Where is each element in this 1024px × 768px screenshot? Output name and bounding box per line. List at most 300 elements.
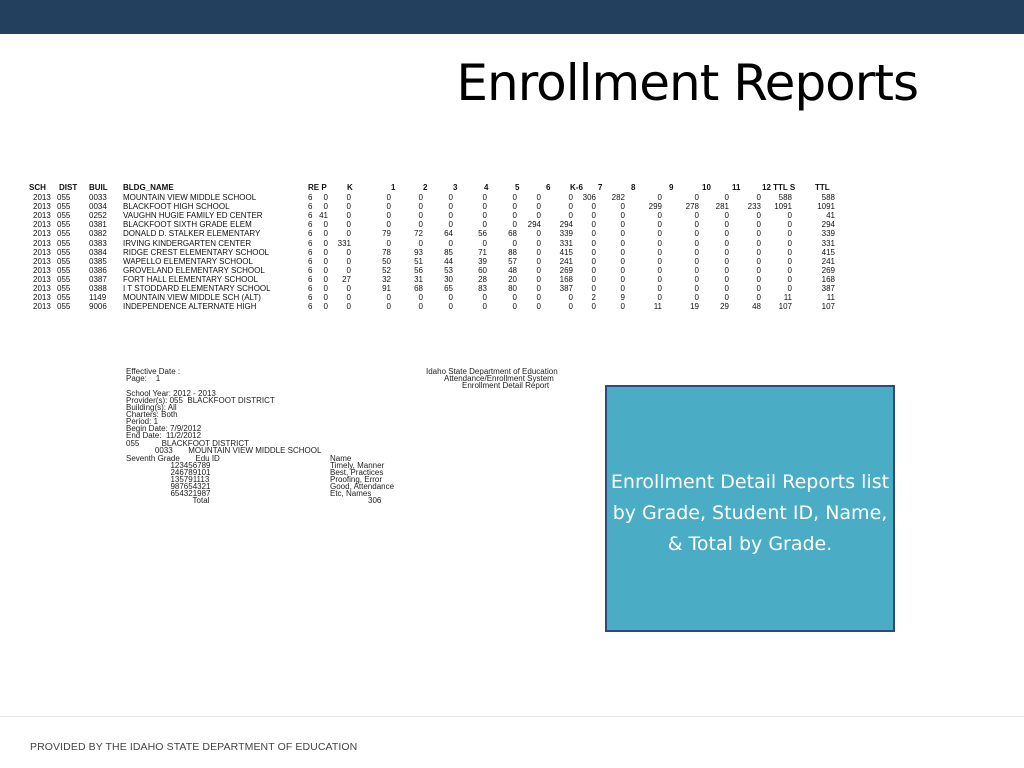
summary-table-cell: DONALD D. STALKER ELEMENTARY [123, 229, 261, 239]
detail-report-line-value: Good, Attendance [330, 482, 395, 491]
summary-table-cell: 0 [620, 202, 625, 212]
summary-table-cell: 107 [778, 302, 792, 312]
summary-table-cell: 055 [57, 284, 71, 293]
summary-table-cell: 0 [418, 211, 423, 221]
summary-table-cell: 0 [591, 265, 596, 275]
summary-table-cell: 0 [418, 193, 423, 202]
summary-table-cell: 0 [323, 238, 328, 248]
summary-table-cell: 0 [346, 211, 351, 221]
detail-report-line: Provider(s): 055 BLACKFOOT DISTRICT [126, 396, 275, 405]
summary-header-cell: 9 [669, 183, 674, 192]
summary-table-cell: 294 [527, 220, 541, 230]
summary-table-cell: 0 [591, 284, 596, 293]
summary-table-cell: 0 [620, 247, 625, 257]
summary-table-cell: 57 [508, 256, 517, 266]
detail-report-line: 654321987 [126, 489, 211, 498]
summary-table-cell: MOUNTAIN VIEW MIDDLE SCHOOL [123, 193, 257, 202]
summary-table-cell: 2013 [33, 202, 51, 212]
summary-table-cell: 0 [482, 193, 487, 202]
summary-table-cell: 0 [568, 211, 573, 221]
summary-table-cell: 0 [620, 302, 625, 312]
summary-table-cell: 055 [57, 229, 71, 239]
footer-divider [0, 716, 1024, 717]
summary-table-cell: 6 [308, 284, 313, 293]
summary-table-cell: 50 [382, 256, 391, 266]
summary-table-cell: 0252 [89, 211, 107, 221]
summary-table-cell: 0 [694, 247, 699, 257]
summary-table-cell: 0 [323, 193, 328, 202]
summary-table-cell: 0 [512, 193, 517, 202]
summary-table-cell: 6 [308, 238, 313, 248]
summary-table-cell: 0 [724, 193, 729, 202]
summary-table-cell: 415 [559, 247, 573, 257]
summary-table-cell: 0 [568, 302, 573, 312]
summary-table-cell: 0 [482, 302, 487, 312]
summary-header-cell: 10 [702, 183, 711, 192]
detail-report-line: 055 BLACKFOOT DISTRICT [126, 439, 249, 448]
summary-table-cell: 387 [821, 284, 835, 293]
summary-table-cell: 6 [308, 256, 313, 266]
summary-table-cell: 055 [57, 193, 71, 202]
summary-table-cell: 0 [724, 293, 729, 303]
summary-table-cell: 93 [414, 247, 423, 257]
summary-table-cell: 0 [568, 293, 573, 303]
summary-table-cell: 6 [308, 202, 313, 212]
summary-table-cell: 0 [694, 238, 699, 248]
summary-table-cell: 0 [591, 238, 596, 248]
detail-report-line: 987654321 [126, 482, 211, 491]
summary-table-cell: 241 [821, 256, 835, 266]
summary-table-cell: 6 [308, 274, 313, 284]
summary-table-cell: 0034 [89, 202, 107, 212]
summary-table-cell: 0 [787, 256, 792, 266]
summary-table-cell: 0 [756, 284, 761, 293]
summary-table-cell: 41 [826, 211, 835, 221]
summary-table-cell: 39 [478, 256, 487, 266]
summary-table-cell: 0033 [89, 193, 107, 202]
summary-header-cell: 5 [515, 183, 520, 192]
summary-table-cell: 0386 [89, 265, 107, 275]
detail-report-line-value: 306 [368, 496, 382, 505]
summary-table-cell: 53 [444, 265, 453, 275]
detail-report-line-value: Attendance/Enrollment System [444, 374, 554, 383]
summary-table-cell: 107 [821, 302, 835, 312]
summary-table-cell: 0383 [89, 238, 107, 248]
summary-table-cell: 6 [308, 265, 313, 275]
summary-table-cell: 2013 [33, 284, 51, 293]
summary-table-cell: 278 [685, 202, 699, 212]
summary-table-cell: 0 [591, 247, 596, 257]
detail-report-line: 123456789 [126, 461, 211, 470]
detail-report-line: Charters: Both [126, 410, 178, 419]
summary-header-cell: 12 TTL S [762, 183, 796, 192]
summary-table-cell: 0 [787, 274, 792, 284]
summary-table-cell: 1091 [774, 202, 792, 212]
summary-table-cell: 78 [382, 247, 391, 257]
summary-table-cell: 0 [620, 220, 625, 230]
summary-table-cell: 0 [591, 202, 596, 212]
detail-report-line: Page: 1 [126, 374, 161, 383]
summary-table-cell: 0 [756, 256, 761, 266]
summary-table-cell: 32 [382, 274, 391, 284]
summary-table-cell: 79 [382, 229, 391, 239]
summary-table-cell: 0 [346, 284, 351, 293]
summary-table-cell: 0 [756, 211, 761, 221]
summary-table-cell: 055 [57, 220, 71, 230]
summary-table-cell: 11 [653, 302, 662, 312]
summary-header-cell: 2 [423, 183, 428, 192]
summary-table-cell: 0 [346, 229, 351, 239]
summary-table-cell: 0 [756, 238, 761, 248]
summary-table-cell: FORT HALL ELEMENTARY SCHOOL [123, 274, 259, 284]
summary-table-cell: 68 [414, 284, 423, 293]
summary-table-cell: 0 [536, 238, 541, 248]
summary-header-cell: 8 [631, 183, 636, 192]
summary-table-cell: WAPELLO ELEMENTARY SCHOOL [123, 256, 253, 266]
summary-table-cell: 0 [787, 238, 792, 248]
summary-table-cell: INDEPENDENCE ALTERNATE HIGH [123, 302, 257, 312]
detail-report-line: Begin Date: 7/9/2012 [126, 424, 202, 433]
summary-table-cell: 055 [57, 256, 71, 266]
summary-header-cell: K [347, 183, 353, 192]
summary-table-cell: 20 [508, 274, 517, 284]
summary-table-cell: 48 [752, 302, 761, 312]
detail-report-line: Period: 1 [126, 417, 159, 426]
summary-table-cell: 339 [821, 229, 835, 239]
summary-table-cell: 0 [386, 220, 391, 230]
summary-table-cell: 0 [482, 293, 487, 303]
summary-table-cell: VAUGHN HUGIE FAMILY ED CENTER [123, 211, 263, 221]
summary-header-cell: SCH [29, 183, 46, 192]
summary-table-cell: 1149 [89, 293, 107, 303]
summary-table-cell: 80 [508, 284, 517, 293]
summary-table-cell: 2013 [33, 302, 51, 312]
summary-table-cell: 0 [620, 256, 625, 266]
summary-table-cell: 0 [346, 193, 351, 202]
summary-table-cell: 6 [308, 220, 313, 230]
summary-table-cell: 281 [715, 202, 729, 212]
summary-table-cell: IRVING KINDERGARTEN CENTER [123, 238, 252, 248]
callout-box [605, 385, 895, 632]
summary-table-cell: 71 [478, 247, 487, 257]
summary-table-cell: 0 [346, 220, 351, 230]
footer-text: PROVIDED BY THE IDAHO STATE DEPARTMENT OF EDUCATION [30, 741, 358, 753]
summary-table-cell: 0 [536, 293, 541, 303]
summary-table-cell: 1091 [817, 202, 835, 212]
summary-table-cell: 0 [620, 274, 625, 284]
summary-table-cell: 0 [724, 274, 729, 284]
summary-table-cell: 588 [778, 193, 792, 202]
summary-table-cell: 0 [536, 256, 541, 266]
summary-table-cell: 0 [346, 202, 351, 212]
summary-table-cell: 0 [620, 265, 625, 275]
summary-table-cell: 0 [657, 247, 662, 257]
summary-table-cell: 0 [448, 293, 453, 303]
summary-table-cell: 0 [512, 293, 517, 303]
summary-table-cell: 6 [308, 193, 313, 202]
summary-table-cell: 0 [418, 302, 423, 312]
summary-table-cell: 68 [508, 229, 517, 239]
summary-table-cell: 0387 [89, 274, 107, 284]
detail-report-line: Effective Date : [126, 367, 181, 376]
summary-table-cell: 0 [568, 202, 573, 212]
summary-table-cell: 0 [787, 265, 792, 275]
summary-table-cell: 31 [414, 274, 423, 284]
summary-table-cell: 0 [787, 229, 792, 239]
summary-table-cell: 0 [512, 220, 517, 230]
summary-table-cell: 055 [57, 211, 71, 221]
summary-table-cell: 0 [657, 265, 662, 275]
detail-report-line: Seventh Grade Edu ID [126, 454, 220, 463]
summary-table-cell: MOUNTAIN VIEW MIDDLE SCH (ALT) [123, 293, 261, 303]
summary-table-cell: 0 [536, 211, 541, 221]
detail-report-line-value: Etc, Names [330, 489, 372, 498]
summary-table-cell: 0 [756, 229, 761, 239]
summary-table-cell: 339 [559, 229, 573, 239]
summary-table-cell: 0 [482, 211, 487, 221]
summary-table-cell: 0 [724, 265, 729, 275]
summary-table-cell: 0 [346, 256, 351, 266]
summary-table-cell: 233 [747, 202, 761, 212]
summary-table-cell: 0 [591, 302, 596, 312]
summary-header-cell: 7 [598, 183, 603, 192]
summary-table-cell: 241 [559, 256, 573, 266]
summary-table-cell: 64 [444, 229, 453, 239]
summary-table-cell: 9006 [89, 302, 107, 312]
summary-table-cell: 0 [536, 284, 541, 293]
detail-report-line: Building(s): All [126, 403, 177, 412]
summary-table-cell: 0 [346, 302, 351, 312]
summary-table-cell: 2013 [33, 247, 51, 257]
summary-table-cell: 0 [418, 202, 423, 212]
summary-table-cell: 331 [559, 238, 573, 248]
summary-table-cell: 0 [323, 274, 328, 284]
summary-table-cell: 30 [444, 274, 453, 284]
detail-report-line: 135791113 [126, 475, 210, 484]
summary-table-cell: I T STODDARD ELEMENTARY SCHOOL [123, 284, 271, 293]
summary-header-cell: 6 [546, 183, 551, 192]
summary-table-cell: 48 [508, 265, 517, 275]
summary-table-cell: 0 [591, 274, 596, 284]
detail-report-line: 0033 MOUNTAIN VIEW MIDDLE SCHOOL [126, 446, 322, 455]
summary-table-cell: 0 [787, 220, 792, 230]
summary-table-cell: 055 [57, 274, 71, 284]
summary-table-cell: 0 [323, 293, 328, 303]
summary-table-cell: 2013 [33, 256, 51, 266]
summary-header-cell: 4 [484, 183, 489, 192]
summary-table-cell: 2013 [33, 274, 51, 284]
summary-table-cell: 2013 [33, 265, 51, 275]
summary-table-cell: 2013 [33, 211, 51, 221]
summary-table-cell: 055 [57, 247, 71, 257]
summary-table-cell: 52 [382, 265, 391, 275]
summary-table-cell: 0 [756, 220, 761, 230]
summary-table-cell: 055 [57, 293, 71, 303]
summary-table-cell: 0381 [89, 220, 107, 230]
summary-table-cell: RIDGE CREST ELEMENTARY SCHOOL [123, 247, 270, 257]
summary-table-cell: 0 [512, 238, 517, 248]
summary-table-cell: 0 [694, 229, 699, 239]
summary-table-cell: 0 [756, 274, 761, 284]
summary-table-cell: 0 [694, 256, 699, 266]
summary-table-cell: 0 [386, 202, 391, 212]
summary-table-cell: 2 [591, 293, 596, 303]
summary-table-cell: 0 [482, 238, 487, 248]
summary-table-cell: 0 [694, 265, 699, 275]
summary-table-cell: 0 [323, 302, 328, 312]
summary-table-cell: 0 [724, 229, 729, 239]
summary-table-cell: 269 [559, 265, 573, 275]
summary-table-cell: 294 [559, 220, 573, 230]
summary-table-cell: 0 [620, 211, 625, 221]
summary-table-cell: 0 [787, 284, 792, 293]
summary-table-cell: 0 [591, 211, 596, 221]
summary-table-cell: 0 [418, 293, 423, 303]
summary-table-cell: 0382 [89, 229, 107, 239]
summary-table-cell: 0384 [89, 247, 107, 257]
summary-table-cell: 0 [512, 202, 517, 212]
summary-table-cell: 44 [444, 256, 453, 266]
summary-table-cell: 055 [57, 202, 71, 212]
summary-table-cell: 0 [323, 247, 328, 257]
summary-table-cell: 0 [482, 202, 487, 212]
summary-table-cell: 0 [346, 293, 351, 303]
summary-table-cell: 0 [657, 211, 662, 221]
summary-table-cell: 41 [319, 211, 328, 221]
summary-table-cell: 6 [308, 302, 313, 312]
summary-header-cell: 11 [732, 183, 741, 192]
summary-table-cell: 56 [478, 229, 487, 239]
summary-table-cell: 0 [724, 256, 729, 266]
detail-report-line: School Year: 2012 - 2013 [126, 389, 216, 398]
summary-table-cell: 0 [724, 238, 729, 248]
summary-table-cell: 0 [346, 247, 351, 257]
summary-header-cell: TTL [815, 183, 830, 192]
detail-report-line-value: Enrollment Detail Report [462, 381, 550, 390]
summary-table-cell: 0 [724, 284, 729, 293]
summary-table-cell: 0 [536, 229, 541, 239]
summary-table-cell: 0 [323, 220, 328, 230]
summary-table-cell: 0 [694, 284, 699, 293]
summary-table-cell: 11 [826, 293, 835, 303]
summary-table-cell: 0 [657, 193, 662, 202]
summary-table-cell: 0 [724, 220, 729, 230]
summary-table-cell: 168 [559, 274, 573, 284]
summary-table-cell: 0 [536, 193, 541, 202]
summary-table-cell: 0 [657, 220, 662, 230]
summary-header-cell: DIST [59, 183, 78, 192]
callout-text: Enrollment Detail Reports list by Grade, Student ID, Name, & Total by Grade. [610, 471, 890, 555]
summary-table-cell: 306 [582, 193, 596, 202]
summary-table-cell: 0 [756, 193, 761, 202]
summary-table-cell: 0 [536, 265, 541, 275]
summary-table-cell: 588 [821, 193, 835, 202]
summary-table-cell: 0 [536, 302, 541, 312]
summary-table-cell: 0 [724, 211, 729, 221]
summary-table-cell: 0388 [89, 284, 107, 293]
summary-header-cell: K-6 [570, 183, 583, 192]
summary-table-cell: 0 [512, 302, 517, 312]
summary-table-cell: 0 [694, 220, 699, 230]
detail-report-line: Total [126, 496, 210, 505]
summary-table-cell: 0385 [89, 256, 107, 266]
summary-header-cell: RE P [308, 183, 327, 192]
summary-table-cell: 387 [559, 284, 573, 293]
summary-table-cell: 0 [591, 229, 596, 239]
summary-table-cell: 0 [536, 274, 541, 284]
detail-report-line: End Date: 11/2/2012 [126, 431, 202, 440]
summary-table-cell: 0 [448, 211, 453, 221]
slide-title: Enrollment Reports [456, 54, 918, 112]
summary-table-cell: 0 [591, 220, 596, 230]
detail-report-line-value: Proofing, Error [330, 475, 383, 484]
summary-table-cell: 29 [720, 302, 729, 312]
summary-table-cell: 2013 [33, 229, 51, 239]
summary-table-cell: 0 [694, 293, 699, 303]
summary-table-cell: 055 [57, 238, 71, 248]
summary-table-cell: 0 [386, 302, 391, 312]
summary-table-cell: 055 [57, 265, 71, 275]
summary-table-cell: 0 [323, 284, 328, 293]
summary-table-cell: 2013 [33, 238, 51, 248]
summary-table-cell: 0 [386, 293, 391, 303]
summary-table-cell: 0 [482, 220, 487, 230]
summary-table-cell: 331 [337, 238, 351, 248]
summary-table-cell: 0 [448, 193, 453, 202]
summary-table-cell: 65 [444, 284, 453, 293]
summary-table-cell: 0 [694, 193, 699, 202]
summary-table-cell: 0 [694, 211, 699, 221]
summary-table-cell: 269 [821, 265, 835, 275]
summary-table-cell: 2013 [33, 293, 51, 303]
summary-table-cell: 0 [512, 211, 517, 221]
summary-table-cell: 0 [536, 202, 541, 212]
summary-table-cell: 2013 [33, 193, 51, 202]
summary-table-cell: 83 [478, 284, 487, 293]
summary-table-cell: 0 [756, 293, 761, 303]
summary-table-cell: 0 [418, 220, 423, 230]
summary-table-cell: 0 [323, 202, 328, 212]
summary-table-cell: 0 [787, 247, 792, 257]
summary-table-cell: 6 [308, 247, 313, 257]
detail-report-line-value: Name [330, 454, 352, 463]
summary-table-cell: 85 [444, 247, 453, 257]
summary-table-cell: 0 [620, 238, 625, 248]
summary-table-cell: 0 [620, 229, 625, 239]
summary-table-cell: 0 [657, 238, 662, 248]
summary-table-cell: 0 [756, 265, 761, 275]
summary-table-cell: BLACKFOOT HIGH SCHOOL [123, 202, 230, 212]
summary-table-cell: BLACKFOOT SIXTH GRADE ELEM [123, 220, 252, 230]
summary-table-cell: 0 [568, 193, 573, 202]
summary-table-cell: 27 [342, 274, 351, 284]
summary-table-cell: 0 [448, 302, 453, 312]
summary-table-cell: 72 [414, 229, 423, 239]
detail-report-line-value: Timely, Manner [330, 461, 385, 470]
summary-table-cell: 9 [620, 293, 625, 303]
summary-table-cell: 2013 [33, 220, 51, 230]
summary-table-cell: 0 [657, 256, 662, 266]
summary-table-cell: 6 [308, 229, 313, 239]
summary-table-cell: 0 [657, 284, 662, 293]
summary-table-cell: GROVELAND ELEMENTARY SCHOOL [123, 265, 265, 275]
summary-table-cell: 11 [783, 293, 792, 303]
summary-table-cell: 0 [448, 238, 453, 248]
summary-table-cell: 0 [657, 293, 662, 303]
summary-table-cell: 0 [591, 256, 596, 266]
detail-report-line-value: Best, Practices [330, 468, 384, 477]
summary-table-cell: 0 [657, 274, 662, 284]
